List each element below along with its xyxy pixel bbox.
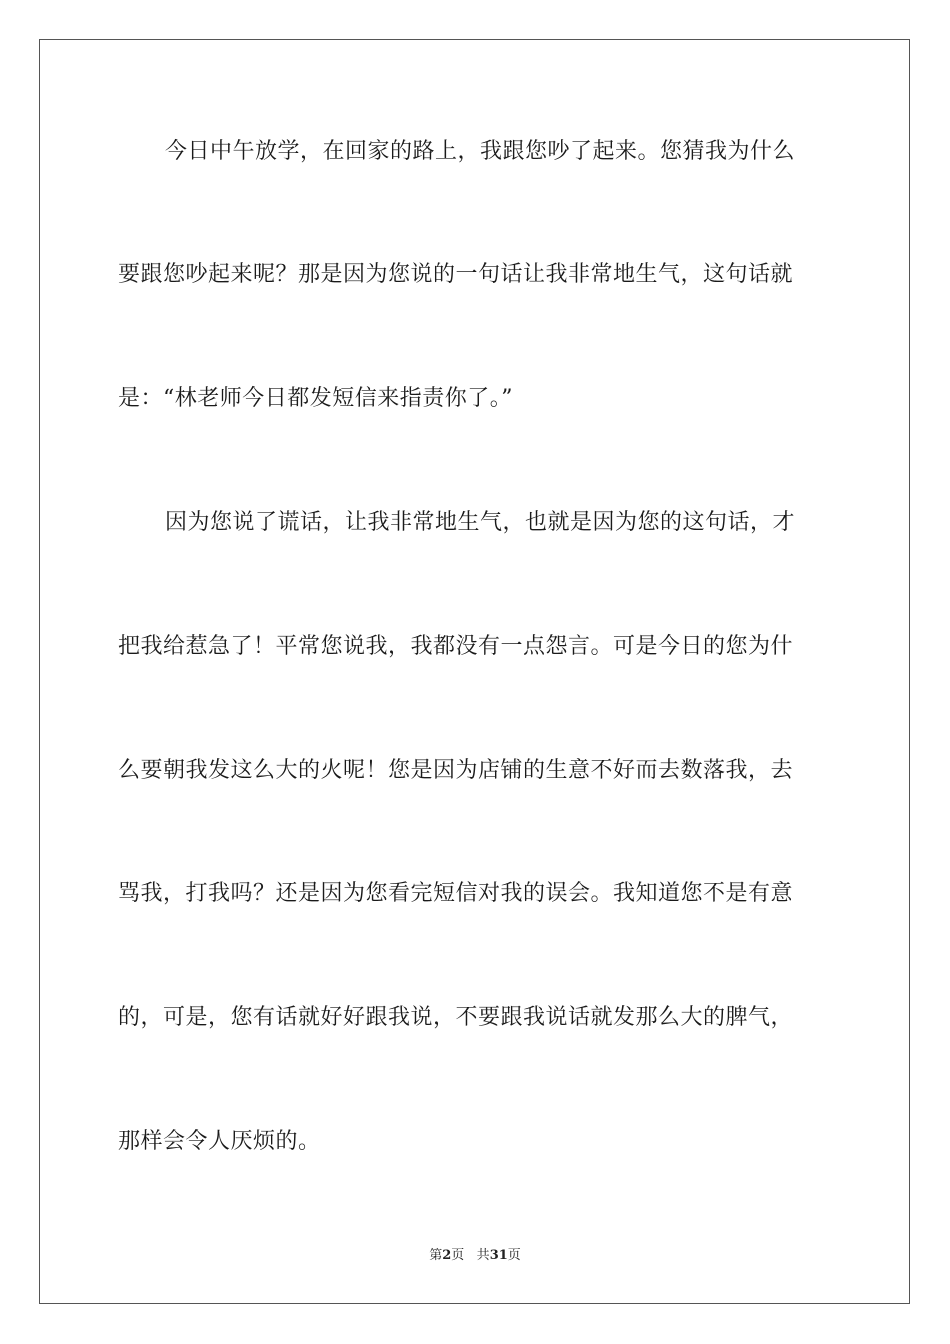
paragraph-1-line-2: 要跟您吵起来呢？那是因为您说的一句话让我非常地生气，这句话就 [118, 262, 794, 287]
paragraph-2-line-6: 那样会令人厌烦的。 [118, 1129, 321, 1154]
paragraph-2-line-5: 的，可是，您有话就好好跟我说，不要跟我说话就发那么大的脾气， [118, 1005, 794, 1030]
paragraph-1-line-3: 是：“林老师今日都发短信来指责你了。” [118, 386, 513, 411]
page-suffix: 页 [451, 1248, 465, 1263]
page-footer [0, 1247, 950, 1265]
paragraph-2-line-1: 因为您说了谎话，让我非常地生气，也就是因为您的这句话，才 [165, 510, 796, 535]
paragraph-2-line-3: 么要朝我发这么大的火呢！您是因为店铺的生意不好而去数落我，去 [118, 758, 794, 783]
paragraph-2-line-4: 骂我，打我吗？还是因为您看完短信对我的误会。我知道您不是有意 [118, 881, 794, 906]
total-prefix: 共 [476, 1248, 490, 1263]
page-border [39, 39, 910, 1304]
paragraph-1-line-1: 今日中午放学，在回家的路上，我跟您吵了起来。您猜我为什么 [165, 139, 796, 164]
total-pages: 31 [489, 1248, 508, 1263]
page-number: 2 [442, 1248, 452, 1263]
paragraph-2-line-2: 把我给惹急了！平常您说我，我都没有一点怨言。可是今日的您为什 [118, 634, 794, 659]
total-suffix: 页 [507, 1248, 521, 1263]
page-prefix: 第 [429, 1248, 443, 1263]
